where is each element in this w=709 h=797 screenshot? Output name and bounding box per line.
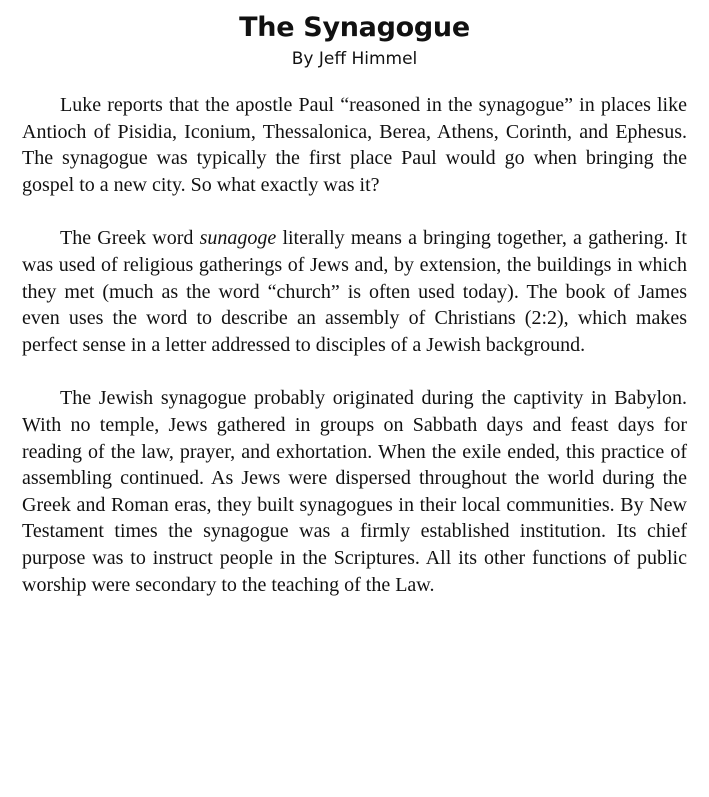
paragraph-2-term: sunagoge — [199, 227, 277, 250]
paragraph-1: Luke reports that the apostle Paul “reasoned in the synagogue” in places like Antioch of Pisidia, Iconium, Thessalonica, Berea, Athens, Corinth, and Ephesus. The synagogue was typically the first place Paul would go when bringing the gospel to a new city. So what exactly was it? — [22, 94, 687, 196]
article-body — [22, 92, 687, 598]
article-byline: By Jeff Himmel — [291, 49, 418, 69]
article-title: The Synagogue — [239, 12, 470, 43]
paragraph-3: The Jewish synagogue probably originated during the captivity in Babylon. With no temple, Jews gathered in groups on Sabbath days and feast days for reading of the law, prayer, and exhortation. When the exile ended, this practice of assembling continued. As Jews were dispersed throughout the world during the Greek and Roman eras, they built synagogues in their local communities. By New Testament times the synagogue was a firmly established institution. Its chief purpose was to instruct people in the Scriptures. All its other functions of public worship were secondary to the teaching of the Law. — [22, 387, 687, 596]
paragraph-2-intro: The Greek word — [60, 227, 200, 250]
paragraph-2-rest: literally means a bringing together, a gathering. It was used of religious gatherings of Jews and, by extension, the buildings in which they met (much as the word “church” is often used today). The book of James even uses the word to describe an assembly of Christians (2:2), which makes perfect sense in a letter addressed to disciples of a Jewish background. — [22, 227, 687, 356]
paragraph-2 — [22, 225, 687, 358]
